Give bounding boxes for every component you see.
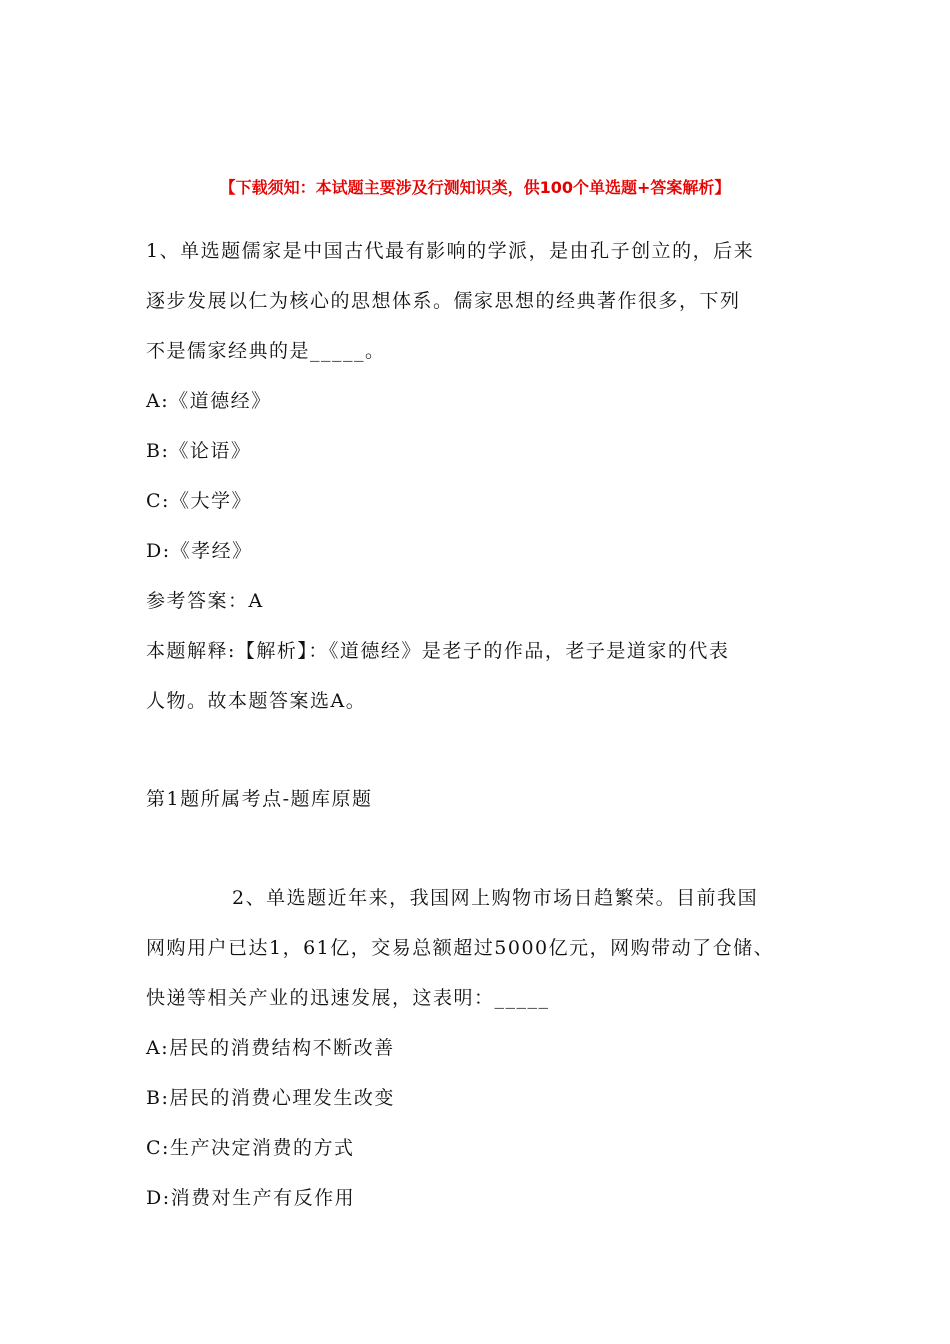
q1-topic: 第1题所属考点-题库原题: [146, 788, 373, 810]
q2-stem-line-2: 网购用户已达1，61亿，交易总额超过5000亿元，网购带动了仓储、: [146, 937, 775, 959]
q1-explanation-line-2: 人物。故本题答案选A。: [146, 690, 367, 712]
download-notice: 【下载须知：本试题主要涉及行测知识类，供100个单选题+答案解析】: [219, 178, 731, 197]
q2-stem-line-1: 2、单选题近年来，我国网上购物市场日趋繁荣。目前我国: [232, 887, 759, 909]
q1-stem-line-2: 逐步发展以仁为核心的思想体系。儒家思想的经典著作很多，下列: [146, 290, 741, 312]
q1-answer: 参考答案：A: [146, 590, 264, 612]
q1-stem-line-3: 不是儒家经典的是_____。: [146, 340, 386, 362]
q2-option-a: A:居民的消费结构不断改善: [146, 1037, 395, 1059]
q2-option-b: B:居民的消费心理发生改变: [146, 1087, 395, 1109]
q1-option-c: C:《大学》: [146, 490, 252, 512]
q2-option-c: C:生产决定消费的方式: [146, 1137, 355, 1159]
q2-option-d: D:消费对生产有反作用: [146, 1187, 356, 1209]
q1-explanation-line-1: 本题解释:【解析】：《道德经》是老子的作品，老子是道家的代表: [146, 640, 730, 662]
q1-option-d: D:《孝经》: [146, 540, 253, 562]
q2-stem-line-3: 快递等相关产业的迅速发展，这表明：_____: [146, 987, 550, 1009]
q1-option-a: A:《道德经》: [146, 390, 272, 412]
q1-option-b: B:《论语》: [146, 440, 252, 462]
q1-stem-line-1: 1、单选题儒家是中国古代最有影响的学派，是由孔子创立的，后来: [146, 240, 755, 262]
